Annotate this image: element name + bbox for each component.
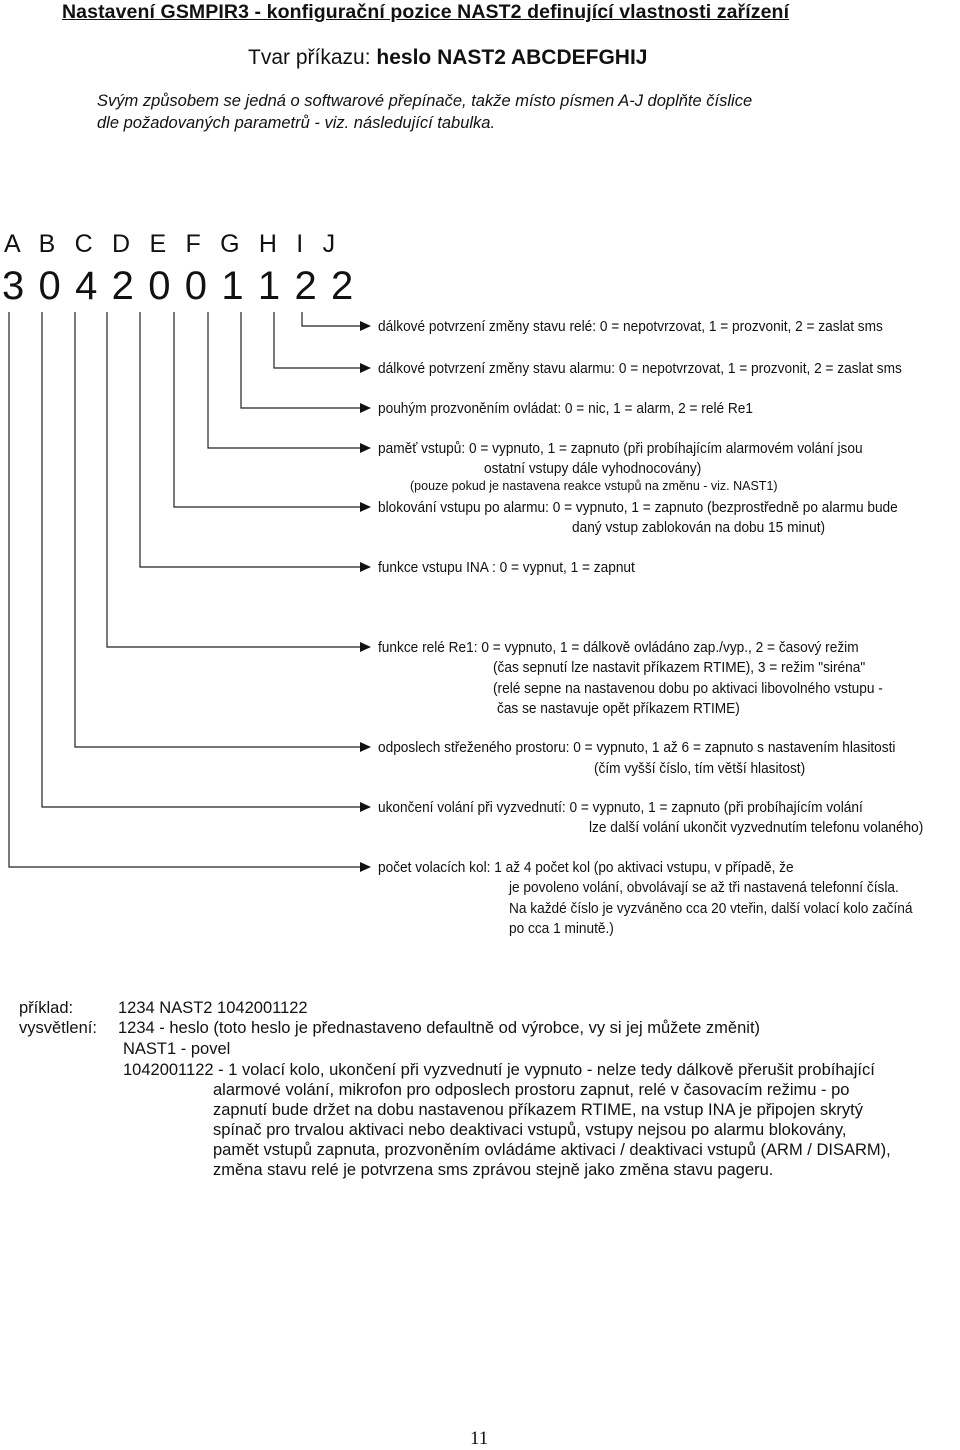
arrow-f (360, 502, 371, 512)
position-letters: A B C D E F G H I J (4, 230, 342, 258)
explain-label: vysvětlení: (19, 1019, 97, 1037)
connector-i (274, 312, 360, 368)
connector-d (107, 312, 360, 647)
explain-line-6: spínač pro trvalou aktivaci nebo deaktivaci vstupů, vstupy nejsou po alarmu blokovány, (213, 1121, 847, 1139)
desc-j-line-1: dálkové potvrzení změny stavu relé: 0 = nepotvrzovat, 1 = prozvonit, 2 = zaslat sms (378, 318, 883, 335)
connector-j (302, 312, 360, 326)
arrow-h (360, 403, 371, 413)
desc-a-line-1: počet volacích kol: 1 až 4 počet kol (po aktivaci vstupu, v případě, že (378, 859, 794, 876)
arrow-b (360, 802, 371, 812)
connector-e (140, 312, 360, 567)
arrow-g (360, 443, 371, 453)
arrow-d (360, 642, 371, 652)
arrow-c (360, 742, 371, 752)
intro-line-2: dle požadovaných parametrů - viz. následující tabulka. (97, 114, 496, 132)
explain-line-2: NAST1 - povel (123, 1040, 231, 1058)
desc-h-line-1: pouhým prozvoněním ovládat: 0 = nic, 1 = alarm, 2 = relé Re1 (378, 400, 753, 417)
desc-d-line-4: čas se nastavuje opět příkazem RTIME) (497, 700, 740, 717)
desc-c-line-2: (čím vyšší číslo, tím větší hlasitost) (594, 760, 806, 777)
connector-b (42, 312, 360, 807)
explain-line-5: zapnutí bude držet na dobu nastavenou příkazem RTIME, na vstup INA je připojen skrytý (213, 1101, 863, 1119)
desc-g-line-2: ostatní vstupy dále vyhodnocovány) (484, 460, 702, 477)
desc-a-line-3: Na každé číslo je vyzváněno cca 20 vteřin, další volací kolo začíná (509, 900, 913, 917)
page-title: Nastavení GSMPIR3 - konfigurační pozice NAST2 definující vlastnosti zařízení (62, 1, 790, 23)
explain-line-8: změna stavu relé je potvrzena sms zprávou stejně jako změna stavu pageru. (213, 1161, 774, 1179)
example-label: příklad: (19, 999, 74, 1017)
explain-line-3: 1042001122 - 1 volací kolo, ukončení při vyzvednutí je vypnuto - nelze tedy dálkově přerušit probíhající (123, 1061, 875, 1079)
desc-b-line-1: ukončení volání při vyzvednutí: 0 = vypnuto, 1 = zapnuto (při probíhajícím volání (378, 799, 863, 816)
connector-a (9, 312, 360, 867)
desc-a-line-4: po cca 1 minutě.) (509, 920, 614, 937)
intro-line-1: Svým způsobem se jedná o softwarové přepínače, takže místo písmen A-J doplňte číslice (97, 92, 753, 110)
arrow-i (360, 363, 371, 373)
desc-b-line-2: lze další volání ukončit vyzvednutím telefonu volaného) (589, 819, 924, 836)
connector-f (174, 312, 360, 507)
desc-g-line-1: paměť vstupů: 0 = vypnuto, 1 = zapnuto (při probíhajícím alarmovém volání jsou (378, 440, 863, 457)
example-value: 1234 NAST2 1042001122 (118, 999, 308, 1017)
explain-line-7: pamět vstupů zapnuta, prozvoněním ovládáme aktivaci / deaktivaci vstupů (ARM / DISARM), (213, 1141, 891, 1159)
example-digits: 3 0 4 2 0 0 1 1 2 2 (2, 264, 355, 308)
desc-i-line-1: dálkové potvrzení změny stavu alarmu: 0 = nepotvrzovat, 1 = prozvonit, 2 = zaslat sms (378, 360, 902, 377)
desc-a-line-2: je povoleno volání, obvolávají se až tři nastavená telefonní čísla. (509, 879, 899, 896)
arrow-a (360, 862, 371, 872)
desc-e-line-1: funkce vstupu INA : 0 = vypnut, 1 = zapnut (378, 559, 635, 576)
desc-g-note: (pouze pokud je nastavena reakce vstupů na změnu - viz. NAST1) (410, 479, 778, 493)
desc-d-line-3: (relé sepne na nastavenou dobu po aktivaci libovolného vstupu - (493, 680, 883, 697)
command-syntax: heslo NAST2 ABCDEFGHIJ (376, 46, 648, 69)
desc-f-line-2: daný vstup zablokován na dobu 15 minut) (572, 519, 826, 536)
desc-f-line-1: blokování vstupu po alarmu: 0 = vypnuto, 1 = zapnuto (bezprostředně po alarmu bude (378, 499, 898, 516)
desc-d-line-2: (čas sepnutí lze nastavit příkazem RTIME), 3 = režim "siréna" (493, 659, 866, 676)
arrow-e (360, 562, 371, 572)
command-prefix: Tvar příkazu: (248, 46, 371, 69)
page-number: 11 (470, 1428, 489, 1449)
arrow-j (360, 321, 371, 331)
explain-line-4: alarmové volání, mikrofon pro odposlech prostoru zapnut, relé v časovacím režimu - po (213, 1081, 850, 1099)
desc-c-line-1: odposlech střeženého prostoru: 0 = vypnuto, 1 až 6 = zapnuto s nastavením hlasitosti (378, 739, 896, 756)
desc-d-line-1: funkce relé Re1: 0 = vypnuto, 1 = dálkově ovládáno zap./vyp., 2 = časový režim (378, 639, 859, 656)
connector-g (208, 312, 360, 448)
connector-c (75, 312, 360, 747)
explain-line-1: 1234 - heslo (toto heslo je přednastaveno defaultně od výrobce, vy si jej můžete změnit) (118, 1019, 761, 1037)
